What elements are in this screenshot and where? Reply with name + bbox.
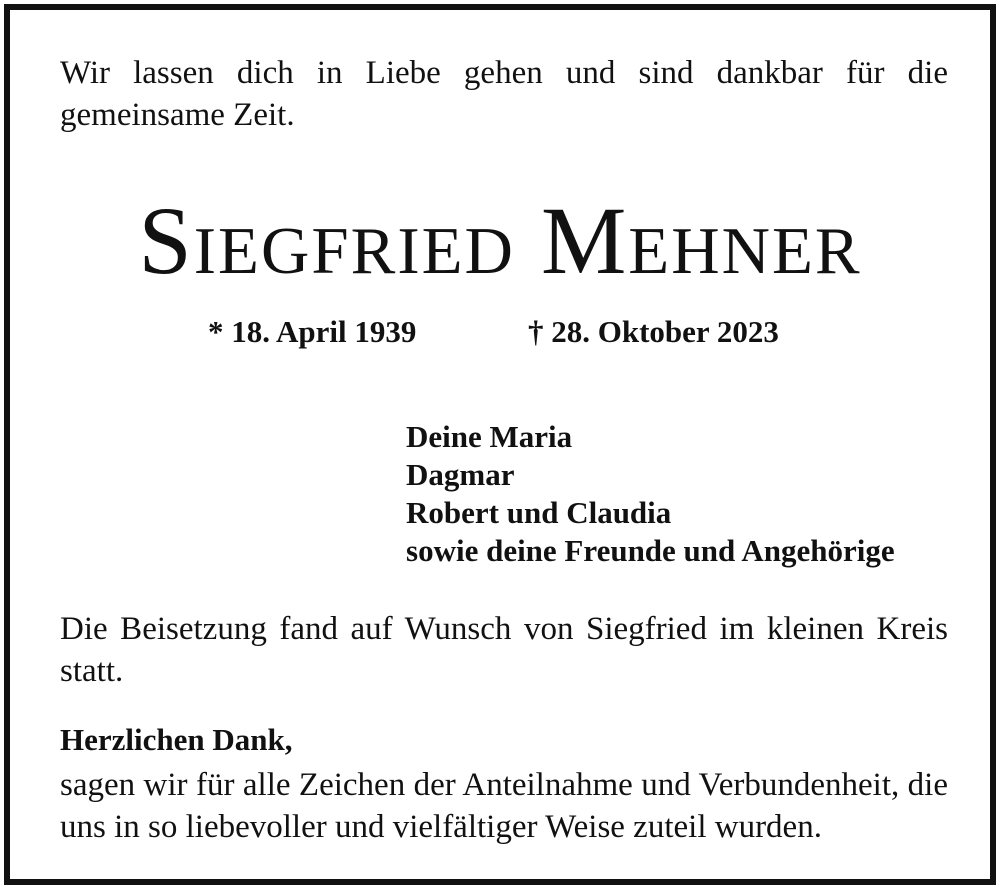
death-date: † 28. Oktober 2023 [528, 314, 779, 349]
thanks-heading: Herzlichen Dank, [60, 722, 293, 757]
signatory: Robert und Claudia [406, 495, 672, 530]
intro-text: Wir lassen dich in Liebe gehen und sind dankbar für die gemeinsame Zeit. [60, 55, 948, 133]
funeral-note: Die Beisetzung fand auf Wunsch von Siegfried im kleinen Kreis statt. [60, 611, 948, 689]
obituary-notice [4, 4, 996, 885]
signatory: Deine Maria [406, 419, 573, 454]
signatories [406, 418, 895, 570]
deceased-name: Siegfried Mehner [138, 187, 862, 294]
birth-date: * 18. April 1939 [208, 314, 417, 349]
signatory: Dagmar [406, 457, 515, 492]
thanks-text: sagen wir für alle Zeichen der Anteilnahme und Verbundenheit, die uns in so liebevoller und vielfältiger Weise zuteil wurden. [60, 767, 948, 845]
signatory: sowie deine Freunde und Angehörige [406, 533, 895, 568]
